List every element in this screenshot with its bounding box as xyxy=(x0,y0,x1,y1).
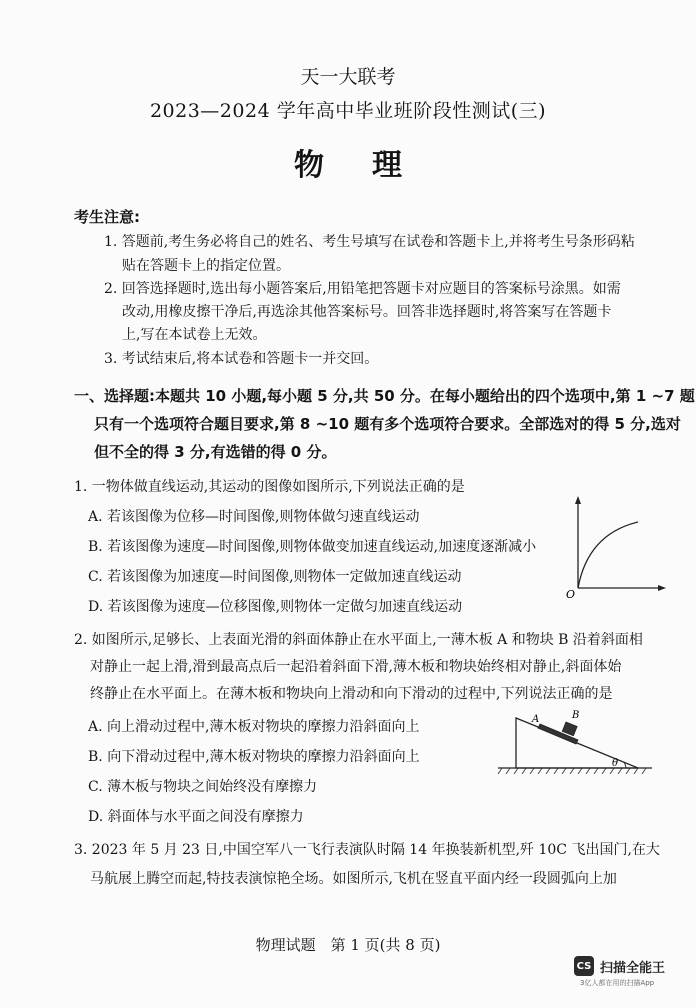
q2-label-a: A xyxy=(532,714,540,725)
scanner-watermark xyxy=(574,956,665,976)
section-1-line-2: 只有一个选项符合题目要求,第 8 ~10 题有多个选项符合要求。全部选对的得 5 分,选对 xyxy=(94,415,681,433)
notice-item-1-line-2: 贴在答题卡上的指定位置。 xyxy=(122,258,290,274)
q1-option-c: C. 若该图像为加速度—时间图像,则物体一定做加速直线运动 xyxy=(88,569,462,585)
subject-char-1: 物 xyxy=(294,148,324,183)
q2-option-b: B. 向下滑动过程中,薄木板对物块的摩擦力沿斜面向上 xyxy=(88,749,420,765)
section-1-line-3: 但不全的得 3 分,有选错的得 0 分。 xyxy=(94,443,337,461)
q2-block-b xyxy=(562,722,577,736)
notice-item-2-line-1: 2. 回答选择题时,选出每小题答案后,用铅笔把答题卡对应题目的答案标号涂黑。如需 xyxy=(104,281,621,297)
exam-name: 天一大联考 xyxy=(300,66,396,88)
q1-stem: 1. 一物体做直线运动,其运动的图像如图所示,下列说法正确的是 xyxy=(74,479,465,495)
camscanner-logo-icon: CS xyxy=(574,956,594,976)
q1-graph-origin-label: O xyxy=(566,588,576,601)
notice-item-1-line-1: 1. 答题前,考生务必将自己的姓名、考生号填写在试卷和答题卡上,并将考生号条形码粘 xyxy=(104,234,635,250)
q3-stem-line-2: 马航展上腾空而起,特技表演惊艳全场。如图所示,飞机在竖直平面内经一段圆弧向上加 xyxy=(90,871,617,887)
q1-graph-curve xyxy=(578,522,638,588)
q2-angle-label: θ xyxy=(612,758,619,769)
q2-ground-hatching xyxy=(498,768,646,774)
q1-graph-x-arrow xyxy=(658,585,666,591)
q2-label-b: B xyxy=(572,710,580,721)
notice-item-2-line-2: 改动,用橡皮擦干净后,再选涂其他答案标号。回答非选择题时,将答案写在答题卡 xyxy=(122,304,612,320)
q2-stem-line-3: 终静止在水平面上。在薄木板和物块向上滑动和向下滑动的过程中,下列说法正确的是 xyxy=(90,686,613,702)
q2-stem-line-1: 2. 如图所示,足够长、上表面光滑的斜面体静止在水平面上,一薄木板 A 和物块 B 沿着斜面相 xyxy=(74,632,643,648)
page-footer: 物理试题 第 1 页(共 8 页) xyxy=(255,936,441,954)
q2-stem-line-2: 对静止一起上滑,滑到最高点后一起沿着斜面下滑,薄木板和物块始终相对静止,斜面体始 xyxy=(90,659,622,675)
watermark-name: 扫描全能王 xyxy=(600,960,666,976)
q1-option-d: D. 若该图像为速度—位移图像,则物体一定做匀加速直线运动 xyxy=(88,599,463,615)
subject-title xyxy=(0,140,696,184)
section-1-line-1: 一、选择题:本题共 10 小题,每小题 5 分,共 50 分。在每小题给出的四个选项中,第 1 ~7 题 xyxy=(74,387,695,405)
subject-char-2: 理 xyxy=(372,148,402,183)
q2-option-d: D. 斜面体与水平面之间没有摩擦力 xyxy=(88,809,304,825)
q3-stem-line-1: 3. 2023 年 5 月 23 日,中国空军八一飞行表演队时隔 14 年换装新机型,歼 10C 飞出国门,在大 xyxy=(74,842,660,858)
q1-option-b: B. 若该图像为速度—时间图像,则物体做变加速直线运动,加速度逐渐减小 xyxy=(88,539,537,555)
watermark-subtitle: 3亿人都在用的扫描App xyxy=(580,979,655,987)
q2-incline-body xyxy=(516,718,638,768)
notice-heading: 考生注意: xyxy=(74,208,140,226)
q2-incline-figure xyxy=(492,704,656,776)
q1-option-a: A. 若该图像为位移—时间图像,则物体做匀速直线运动 xyxy=(88,509,420,525)
exam-title: 2023—2024 学年高中毕业班阶段性测试(三) xyxy=(149,100,547,122)
notice-item-2-line-3: 上,写在本试卷上无效。 xyxy=(122,327,267,343)
q1-graph-figure xyxy=(560,494,670,604)
q2-option-a: A. 向上滑动过程中,薄木板对物块的摩擦力沿斜面向上 xyxy=(88,719,420,735)
q1-graph-y-arrow xyxy=(575,496,581,504)
q2-option-c: C. 薄木板与物块之间始终没有摩擦力 xyxy=(88,779,318,795)
notice-item-3-line-1: 3. 考试结束后,将本试卷和答题卡一并交回。 xyxy=(104,351,379,367)
